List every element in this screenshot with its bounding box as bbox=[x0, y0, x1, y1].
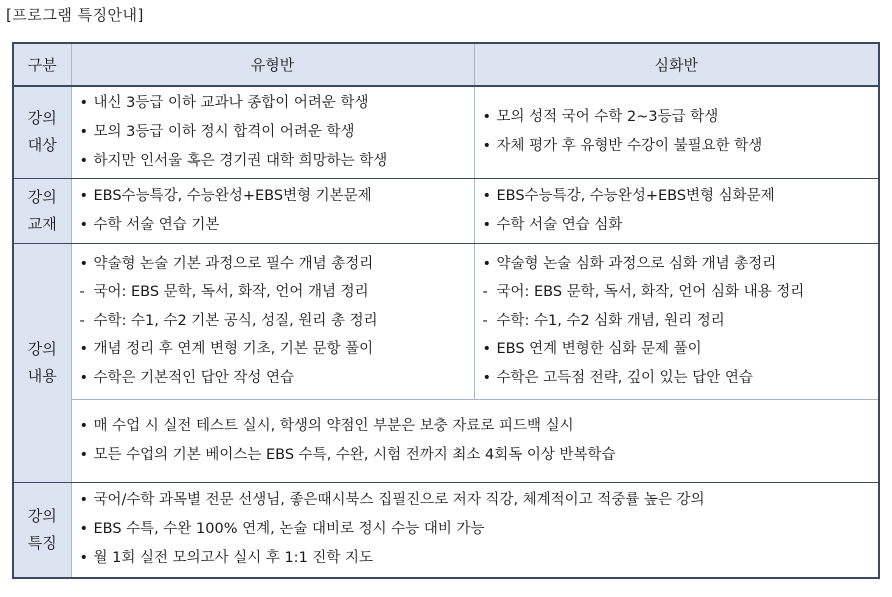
list-material-advanced bbox=[483, 182, 879, 240]
item-text: 월 1회 실전 모의고사 실시 후 1:1 진학 지도 bbox=[93, 550, 374, 567]
header-basic-class: 유형반 bbox=[71, 43, 474, 86]
cell-target-advanced bbox=[474, 86, 879, 178]
label-line: 내용 bbox=[27, 366, 57, 385]
page-title: [프로그램 특징안내] bbox=[6, 6, 144, 24]
cell-material-basic bbox=[71, 178, 474, 243]
bullet-mark: • bbox=[79, 123, 89, 140]
cell-target-basic bbox=[71, 86, 474, 178]
bullet-mark: - bbox=[482, 312, 488, 329]
bullet-mark: - bbox=[482, 284, 488, 301]
list-item bbox=[80, 412, 879, 441]
header-category: 구분 bbox=[13, 43, 71, 86]
item-text: 국어: EBS 문학, 독서, 화작, 언어 심화 내용 정리 bbox=[496, 284, 805, 301]
item-text: 수학: 수1, 수2 심화 개념, 원리 정리 bbox=[496, 312, 725, 329]
item-text: EBS수능특강, 수능완성+EBS변형 심화문제 bbox=[496, 187, 775, 204]
row-feature bbox=[13, 482, 879, 578]
label-line: 강의 bbox=[27, 506, 57, 525]
item-text: 약술형 논술 심화 과정으로 심화 개념 총정리 bbox=[496, 255, 777, 272]
row-content-common bbox=[13, 399, 879, 482]
bullet-mark: • bbox=[79, 446, 89, 463]
bullet-mark: • bbox=[79, 94, 89, 111]
list-material-basic bbox=[80, 182, 474, 240]
item-text: EBS 연계 변형한 심화 문제 풀이 bbox=[496, 341, 702, 358]
cell-content-basic bbox=[71, 243, 474, 399]
list-item bbox=[80, 441, 879, 470]
label-line: 교재 bbox=[27, 214, 57, 233]
label-line: 대상 bbox=[27, 136, 57, 155]
bullet-mark: • bbox=[482, 341, 492, 358]
label-line: 특징 bbox=[27, 533, 57, 552]
header-advanced-class: 심화반 bbox=[474, 43, 879, 86]
list-item bbox=[483, 335, 879, 364]
cell-material-advanced bbox=[474, 178, 879, 243]
list-content-advanced bbox=[483, 250, 879, 393]
list-feature-common bbox=[80, 486, 879, 573]
table-header-row bbox=[13, 43, 879, 86]
bullet-mark: • bbox=[79, 216, 89, 233]
bullet-mark: • bbox=[79, 369, 89, 386]
list-item bbox=[80, 307, 474, 336]
item-text: EBS수능특강, 수능완성+EBS변형 기본문제 bbox=[93, 187, 372, 204]
list-item bbox=[80, 335, 474, 364]
list-content-basic bbox=[80, 250, 474, 393]
label-feature bbox=[13, 482, 71, 578]
list-item bbox=[80, 250, 474, 279]
label-content bbox=[13, 243, 71, 482]
cell-content-advanced bbox=[474, 243, 879, 399]
label-target bbox=[13, 86, 71, 178]
bullet-mark: • bbox=[482, 255, 492, 272]
item-text: 국어: EBS 문학, 독서, 화작, 언어 개념 정리 bbox=[93, 284, 369, 301]
item-text: 수학은 기본적인 답안 작성 연습 bbox=[93, 369, 295, 386]
bullet-mark: • bbox=[79, 341, 89, 358]
bullet-mark: • bbox=[79, 187, 89, 204]
bullet-mark: • bbox=[79, 417, 89, 434]
bullet-mark: • bbox=[79, 550, 89, 567]
label-line: 강의 bbox=[27, 339, 57, 358]
bullet-mark: • bbox=[482, 109, 492, 126]
item-text: 모의 3등급 이하 정시 합격이 어려운 학생 bbox=[93, 123, 355, 140]
row-material bbox=[13, 178, 879, 243]
bullet-mark: • bbox=[79, 521, 89, 538]
list-item bbox=[483, 211, 879, 240]
bullet-mark: • bbox=[79, 152, 89, 169]
list-item bbox=[483, 278, 879, 307]
item-text: 수학: 수1, 수2 기본 공식, 성질, 원리 총 정리 bbox=[93, 312, 378, 329]
list-target-advanced bbox=[483, 103, 879, 161]
label-line: 강의 bbox=[27, 187, 57, 206]
item-text: 내신 3등급 이하 교과나 종합이 어려운 학생 bbox=[93, 94, 369, 111]
list-item bbox=[483, 182, 879, 211]
list-item bbox=[483, 364, 879, 393]
item-text: 개념 정리 후 연계 변형 기초, 기본 문항 풀이 bbox=[93, 341, 374, 358]
bullet-mark: • bbox=[482, 138, 492, 155]
list-item bbox=[80, 89, 474, 118]
item-text: 모든 수업의 기본 베이스는 EBS 수특, 수완, 시험 전까지 최소 4회독 이상 반복학습 bbox=[93, 446, 616, 463]
bullet-mark: • bbox=[482, 187, 492, 204]
cell-feature-common bbox=[71, 482, 879, 578]
list-item bbox=[80, 486, 879, 515]
list-item bbox=[80, 515, 879, 544]
label-line: 강의 bbox=[27, 109, 57, 128]
list-item bbox=[80, 147, 474, 176]
bullet-mark: - bbox=[79, 284, 85, 301]
bullet-mark: • bbox=[482, 216, 492, 233]
list-item bbox=[483, 307, 879, 336]
label-material bbox=[13, 178, 71, 243]
item-text: 국어/수학 과목별 전문 선생님, 좋은때시북스 집필진으로 저자 직강, 체계적이고 적중률 높은 강의 bbox=[93, 492, 705, 509]
item-text: 자체 평가 후 유형반 수강이 불필요한 학생 bbox=[496, 138, 763, 155]
item-text: 모의 성적 국어 수학 2~3등급 학생 bbox=[496, 109, 719, 126]
row-content bbox=[13, 243, 879, 399]
list-item bbox=[483, 250, 879, 279]
program-feature-table bbox=[12, 42, 880, 579]
item-text: 약술형 논술 기본 과정으로 필수 개념 총정리 bbox=[93, 255, 374, 272]
cell-content-common bbox=[71, 399, 879, 482]
bullet-mark: • bbox=[79, 255, 89, 272]
item-text: 하지만 인서울 혹은 경기권 대학 희망하는 학생 bbox=[93, 152, 388, 169]
list-item bbox=[483, 103, 879, 132]
bullet-mark: • bbox=[79, 492, 89, 509]
item-text: EBS 수특, 수완 100% 연계, 논술 대비로 정시 수능 대비 가능 bbox=[93, 521, 485, 538]
row-target bbox=[13, 86, 879, 178]
item-text: 수학은 고득점 전략, 깊이 있는 답안 연습 bbox=[496, 369, 753, 386]
list-item bbox=[80, 278, 474, 307]
list-content-common bbox=[80, 412, 879, 470]
list-item bbox=[483, 132, 879, 161]
list-item bbox=[80, 182, 474, 211]
item-text: 수학 서술 연습 기본 bbox=[93, 216, 220, 233]
list-target-basic bbox=[80, 89, 474, 176]
list-item bbox=[80, 544, 879, 573]
list-item bbox=[80, 118, 474, 147]
list-item bbox=[80, 364, 474, 393]
item-text: 매 수업 시 실전 테스트 실시, 학생의 약점인 부분은 보충 자료로 피드백 실시 bbox=[93, 417, 574, 434]
item-text: 수학 서술 연습 심화 bbox=[496, 216, 623, 233]
bullet-mark: - bbox=[79, 312, 85, 329]
list-item bbox=[80, 211, 474, 240]
bullet-mark: • bbox=[482, 369, 492, 386]
